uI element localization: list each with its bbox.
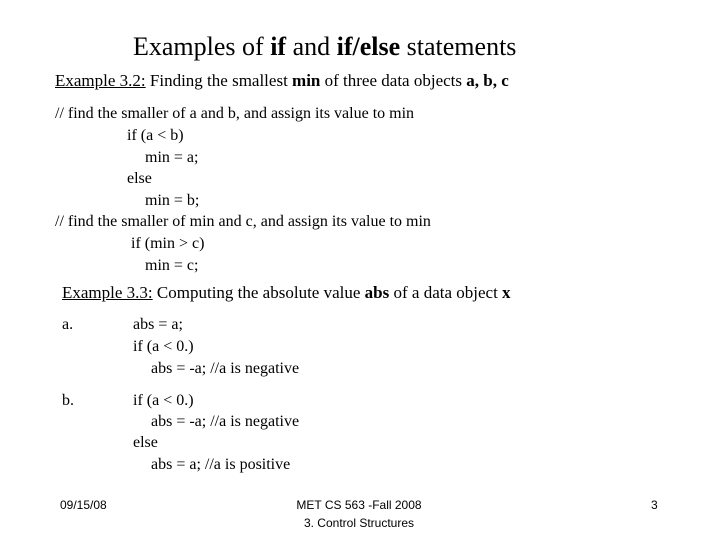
footer-topic: 3. Control Structures xyxy=(303,516,415,530)
code-comment-line: // find the smaller of min and c, and assign its value to min xyxy=(55,213,431,230)
footer-date: 09/15/08 xyxy=(60,498,107,512)
code-line: min = a; xyxy=(145,149,199,166)
footer-page-number: 3 xyxy=(651,498,658,512)
code-line: abs = -a; //a is negative xyxy=(151,360,300,377)
part-a-label: a. xyxy=(62,316,74,333)
code-line: if (min > c) xyxy=(131,235,205,252)
code-line: abs = -a; //a is negative xyxy=(151,413,300,430)
code-line: else xyxy=(127,170,152,187)
code-line: min = c; xyxy=(145,257,199,274)
example-3-2-heading: Example 3.2: Finding the smallest min of three data objects a, b, c xyxy=(55,71,509,90)
code-line: abs = a; xyxy=(133,316,183,333)
code-line: if (a < 0.) xyxy=(133,338,194,355)
slide-title: Examples of if and if/else statements xyxy=(133,32,517,61)
example-3-3-heading: Example 3.3: Computing the absolute value abs of a data object x xyxy=(62,283,511,302)
footer-course: MET CS 563 -Fall 2008 xyxy=(296,498,422,512)
code-line: if (a < 0.) xyxy=(133,392,194,409)
code-line: abs = a; //a is positive xyxy=(151,456,291,473)
code-line: else xyxy=(133,434,158,451)
code-comment-line: // find the smaller of a and b, and assign its value to min xyxy=(55,105,415,122)
part-b-label: b. xyxy=(62,392,74,409)
code-line: min = b; xyxy=(145,192,200,209)
code-line: if (a < b) xyxy=(127,127,184,144)
example-label: Example 3.3: xyxy=(62,283,153,302)
example-label: Example 3.2: xyxy=(55,71,146,90)
